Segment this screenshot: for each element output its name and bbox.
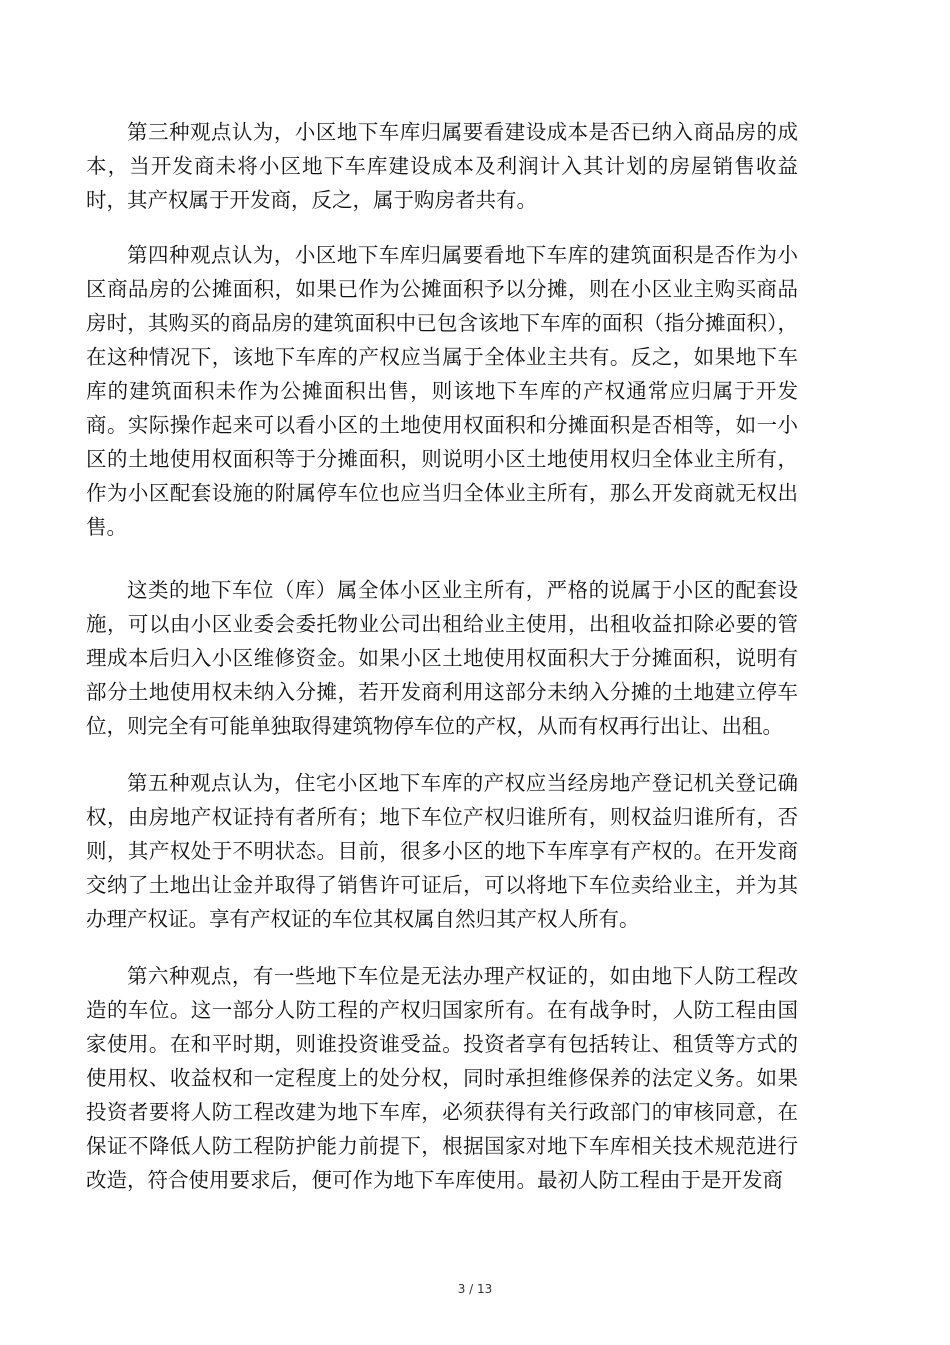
- paragraph-sixth-view: 第六种观点，有一些地下车位是无法办理产权证的，如由地下人防工程改造的车位。这一部分人防工程的产权归国家所有。在有战争时，人防工程由国家使用。在和平时期，则谁投资谁受益。投资者享有包括转让、租赁等方式的使用权、收益权和一定程度上的处分权，同时承担维修保养的法定义务。如果投资者要将人防工程改建为地下车库，必须获得有关行政部门的审核同意，在保证不降低人防工程防护能力前提下，根据国家对地下车库相关技术规范进行改造，符合使用要求后，便可作为地下车库使用。最初人防工程由于是开发商: [86, 964, 798, 1192]
- page-number: 3 / 13: [457, 1282, 493, 1296]
- paragraph-fourth-view: 第四种观点认为，小区地下车库归属要看地下车库的建筑面积是否作为小区商品房的公摊面积，如果已作为公摊面积予以分摊，则在小区业主购买商品房时，其购买的商品房的建筑面积中已包含该地下车库的面积（指分摊面积），在这种情况下，该地下车库的产权应当属于全体业主共有。反之，如果地下车库的建筑面积未作为公摊面积出售，则该地下车库的产权通常应归属于开发商。实际操作起来可以看小区的土地使用权面积和分摊面积是否相等，如一小区的土地使用权面积等于分摊面积，则说明小区土地使用权归全体业主所有，作为小区配套设施的附属停车位也应当归全体业主所有，那么开发商就无权出售。: [86, 243, 798, 539]
- paragraph-ownership-note: 这类的地下车位（库）属全体小区业主所有，严格的说属于小区的配套设施，可以由小区业委会委托物业公司出租给业主使用，出租收益扣除必要的管理成本后归入小区维修资金。如果小区土地使用权面积大于分摊面积，说明有部分土地使用权未纳入分摊，若开发商利用这部分未纳入分摊的土地建立停车位，则完全有可能单独取得建筑物停车位的产权，从而有权再行出让、出租。: [86, 578, 798, 738]
- paragraph-fifth-view: 第五种观点认为，住宅小区地下车库的产权应当经房地产登记机关登记确权，由房地产权证持有者所有；地下车位产权归谁所有，则权益归谁所有，否则，其产权处于不明状态。目前，很多小区的地下车库享有产权的。在开发商交纳了土地出让金并取得了销售许可证后，可以将地下车位卖给业主，并为其办理产权证。享有产权证的车位其权属自然归其产权人所有。: [86, 771, 798, 931]
- paragraph-third-view: 第三种观点认为，小区地下车库归属要看建设成本是否已纳入商品房的成本，当开发商未将小区地下车库建设成本及利润计入其计划的房屋销售收益时，其产权属于开发商，反之，属于购房者共有。: [86, 120, 798, 212]
